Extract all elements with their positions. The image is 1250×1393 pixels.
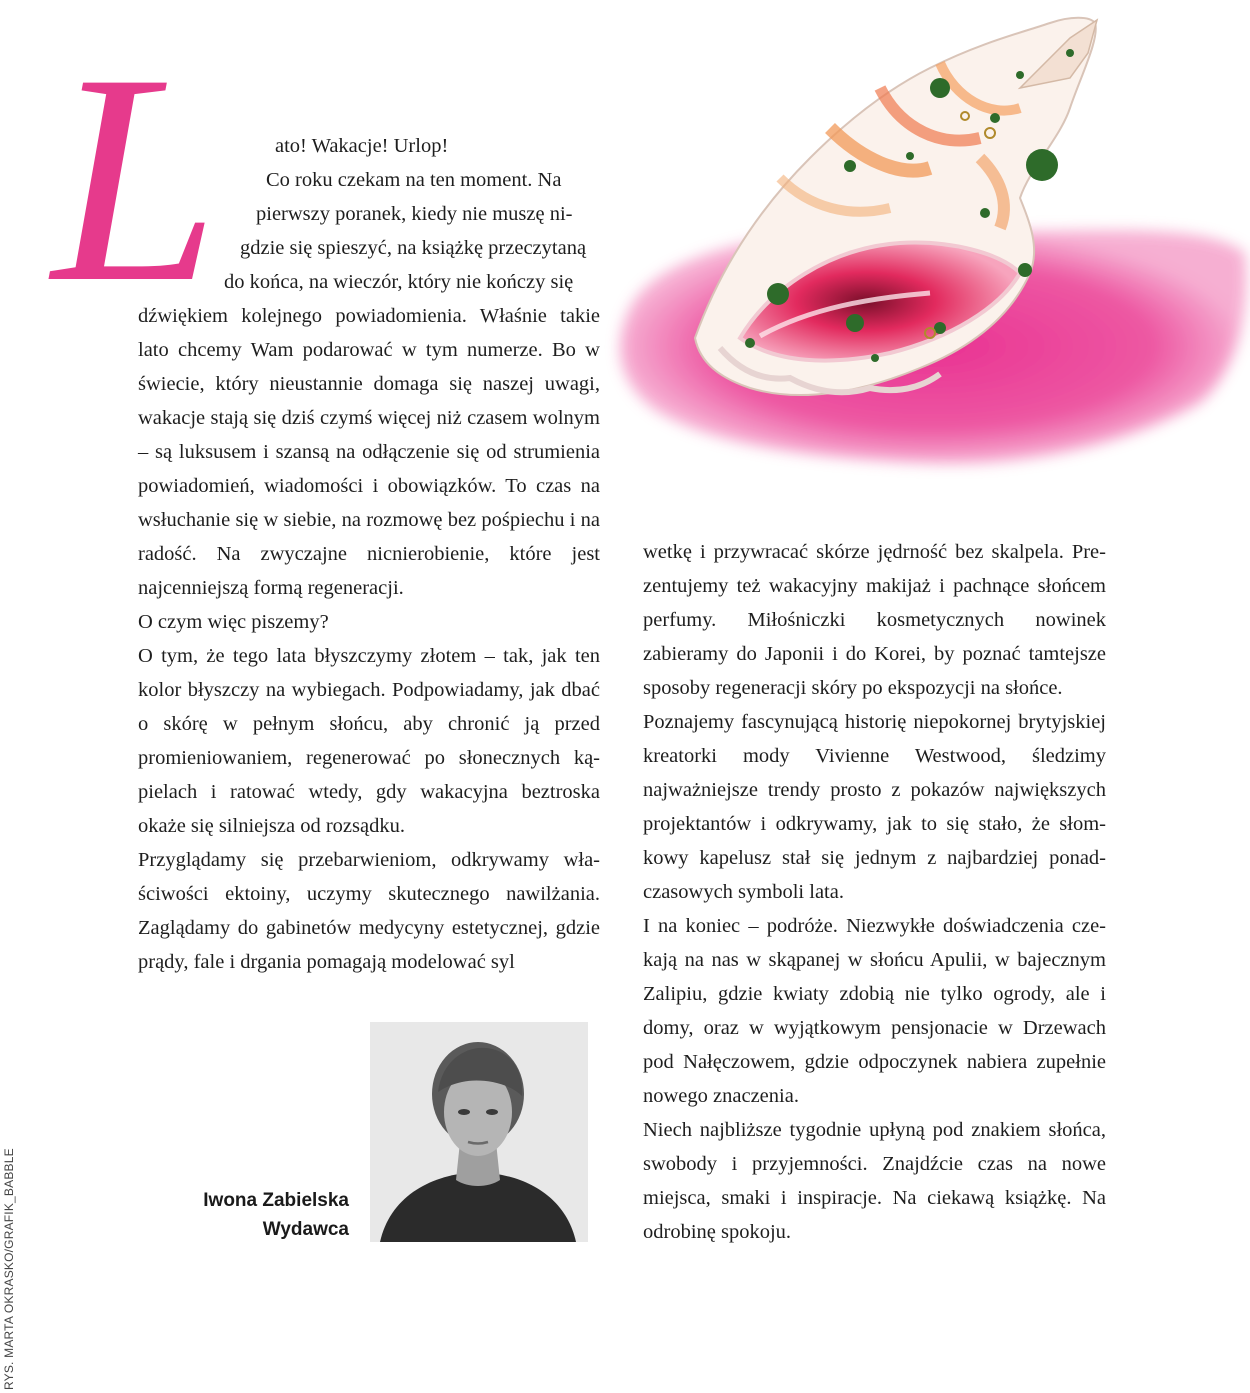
publisher-name: Iwona Zabielska [203,1190,349,1211]
paragraph: gdzie się spieszyć, na książkę przeczytaną [240,237,587,259]
editorial-column-left [138,129,600,979]
publisher-portrait [370,1022,588,1242]
paragraph: I na koniec – podróże. Niezwykłe doświadczenia czekają na nas w skąpanej w słońcu Apulii, w bajecznym Zalipiu, gdzie kwiaty zdobią nie tylko ogrody, ale i domy, oraz w wyjątkowym pensjonacie w Drzewach pod Nałęczowem, gdzie odpoczynek nabiera zupełnie nowego znaczenia. [643,915,1106,1107]
paragraph: wetkę i przywracać skórze jędrność bez skalpela. Prezentujemy też wakacyjny makijaż i pachnące słońcem perfumy. Miłośniczki kosmetycznych nowinek zabieramy do Japonii i do Korei, by poznać tamtejsze sposoby regeneracji skóry po ekspozycji na słońce. [643,541,1106,699]
paragraph: do końca, na wieczór, który nie kończy się [224,271,574,293]
editorial-column-right [643,535,1106,1249]
paragraph: Poznajemy fascynującą historię niepokornej brytyjskiej kreatorki mody Vivienne Westwood, śledzimy najważniejsze trendy prosto z pokazów największych projektantów i odkrywamy, jak to się stało, że słomkowy kapelusz stał się jednym z najbardziej ponadczasowych symboli lata. [643,711,1106,903]
paragraph: O tym, że tego lata błyszczymy złotem – tak, jak ten kolor błyszczy na wybiegach. Podpowiadamy, jak dbać o skórę w pełnym słońcu, aby chronić ją przed promieniowaniem, regenerować po słonecznych kąpielach i ratować wtedy, gdy wakacyjna beztroska okaże się silniejsza od rozsądku. [138,645,600,837]
paragraph: Przyglądamy się przebarwieniom, odkrywamy właściwości ektoiny, uczymy skutecznego nawilżania. Zaglądamy do gabinetów medycyny estetycznej, gdzie prądy, fale i drgania pomagają modelować syl [138,849,600,973]
publisher-signature [203,1186,349,1244]
illustration-credit: RYS. MARTA OKRASKO/GRAFIK_BABBLE [2,1148,16,1390]
paragraph: Niech najbliższe tygodnie upłyną pod znakiem słońca, swobody i przyjemności. Znajdźcie czas na nowe miejsca, smaki i inspiracje. Na ciekawą książkę. Na odrobinę spokoju. [643,1119,1106,1243]
seashell-illustration [600,8,1250,488]
drop-cap: L [52,12,219,344]
paragraph: Co roku czekam na ten moment. Na [266,169,562,191]
publisher-role: Wydawca [262,1219,349,1240]
paragraph: dźwiękiem kolejnego powiadomienia. Właśnie takie lato chcemy Wam podarować w tym numerze. Bo w świecie, który nieustannie domaga się naszej uwagi, wakacje stają się dziś czymś więcej niż czasem wolnym – są luksusem i szansą na odłączenie się od strumienia powiadomień, wiadomości i obowiązków. To czas na wsłuchanie się w siebie, na rozmowę bez pośpiechu i na radość. Na zwyczajne nicnierobienie, które jest najcenniejszą formą regeneracji. [138,305,600,599]
paragraph: ato! Wakacje! Urlop! [275,135,449,157]
paragraph: pierwszy poranek, kiedy nie muszę ni- [256,203,573,225]
paragraph: O czym więc piszemy? [138,611,329,633]
